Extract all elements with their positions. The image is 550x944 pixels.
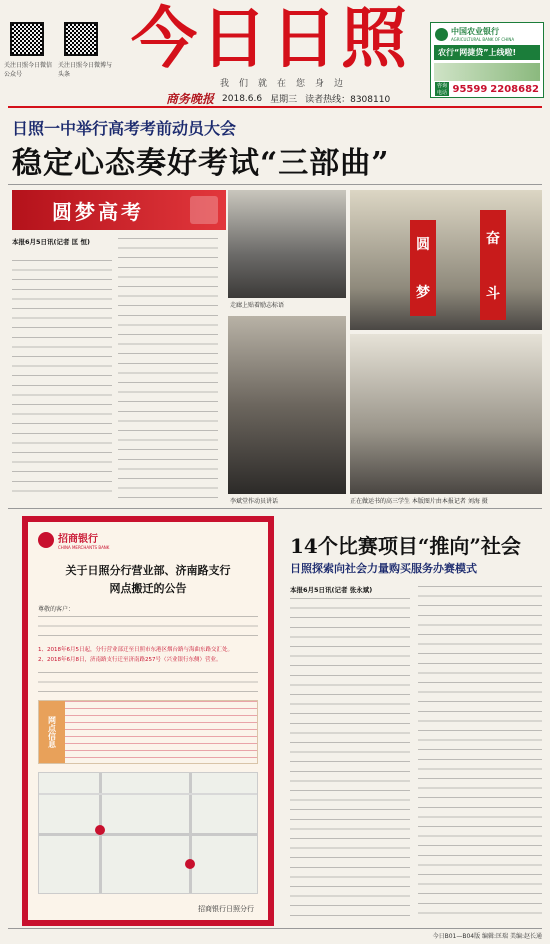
issue-weekday: 星期三 xyxy=(270,95,298,105)
banner-char-3: 奋 xyxy=(486,230,500,247)
lead-byline: 本报6月5日讯(记者 匡 恒) xyxy=(12,238,91,246)
red-banner-2 xyxy=(480,210,506,320)
branch-info-rows xyxy=(65,701,257,763)
abc-bank-name-en: AGRICULTURAL BANK OF CHINA xyxy=(451,37,515,42)
notice-footer: 招商银行日照分行 xyxy=(198,905,254,913)
photo-caption-hallway: 走廊上贴着励志标语 xyxy=(230,302,285,309)
notice-body-text xyxy=(38,616,258,642)
map-marker-icon xyxy=(185,859,195,869)
masthead-tagline: 我们就在您身边 xyxy=(220,79,354,89)
abc-ad-image xyxy=(434,63,540,81)
reader-hotline: 读者热线：8308110 xyxy=(305,95,391,105)
section-divider xyxy=(8,184,542,185)
abc-bank-ad xyxy=(430,22,544,98)
hallway-photo xyxy=(228,190,346,298)
lead-banner xyxy=(12,190,226,230)
masthead-title: 今日日照 xyxy=(131,0,411,77)
page-footer: 今日B01—B04版 编辑:匡瑞 美编:赵长通 xyxy=(432,933,542,940)
abc-slogan: 农行“网捷贷”上线啦! xyxy=(434,45,540,60)
abc-phone-2: 2208682 xyxy=(490,83,539,95)
notice-closing-text xyxy=(38,672,258,692)
branch-info-label: 网点信息 xyxy=(39,701,65,763)
graduation-cap-icon xyxy=(190,196,218,224)
speaker-photo xyxy=(228,316,346,494)
cmb-bank-name-en: CHINA MERCHANTS BANK xyxy=(58,545,110,550)
abc-phone-1: 95599 xyxy=(452,83,488,95)
notice-greeting: 尊敬的客户： xyxy=(38,606,75,613)
sports-byline: 本报6月5日讯(记者 张永斌) xyxy=(290,586,373,594)
banner-char-4: 斗 xyxy=(486,285,500,302)
notice-item-1: 1、2018年6月5日起，分行营业部迁至日照市东港区烟台路与海曲东路交汇处。 xyxy=(38,647,233,653)
banner-char-2: 梦 xyxy=(416,285,430,301)
sports-subhead: 日照探索向社会力量购买服务办赛模式 xyxy=(290,562,477,575)
classroom-banner-photo xyxy=(350,190,542,330)
abc-phone-label: 咨询电话 xyxy=(435,82,449,96)
footer-rule xyxy=(8,928,542,929)
map-marker-icon xyxy=(95,825,105,835)
lead-text-col-1 xyxy=(12,260,112,500)
sports-text-col-1 xyxy=(290,598,410,920)
cmb-bank-name: 招商银行 xyxy=(58,534,98,545)
lead-headline: 稳定心态奏好考试“三部曲” xyxy=(12,146,390,181)
qr-code-weibo xyxy=(64,22,98,56)
abc-logo-icon xyxy=(435,28,448,41)
qr-caption-wechat: 关注日照今日微信公众号 xyxy=(4,62,53,78)
cmb-notice-ad xyxy=(22,516,274,926)
sports-text-col-2 xyxy=(418,586,542,920)
dateline xyxy=(166,90,390,107)
qr-caption-weibo: 关注日照今日微博与头条 xyxy=(58,62,113,78)
branch-info-table xyxy=(38,700,258,764)
abc-bank-name: 中国农业银行 xyxy=(451,27,499,36)
sports-headline: 14个比赛项目“推向”社会 xyxy=(290,534,521,558)
notice-title-1: 关于日照分行营业部、济南路支行 xyxy=(65,564,231,577)
brand-name: 商务晚报 xyxy=(166,92,215,106)
photo-caption-students: 正在做运书的高三学生 本版图片由本报记者 刘海 摄 xyxy=(350,498,488,505)
branch-map xyxy=(38,772,258,894)
lead-text-col-2 xyxy=(118,238,218,500)
cmb-logo-icon xyxy=(38,532,54,548)
qr-code-wechat xyxy=(10,22,44,56)
section-divider-2 xyxy=(8,508,542,509)
students-photo xyxy=(350,334,542,494)
red-banner-1 xyxy=(410,220,436,316)
photo-caption-speaker: 李斌堂作动员讲话 xyxy=(230,498,279,505)
notice-title-2: 网点搬迁的公告 xyxy=(109,582,187,595)
lead-kicker: 日照一中举行高考考前动员大会 xyxy=(12,119,237,138)
issue-date: 2018.6.6 xyxy=(222,93,263,104)
notice-item-2: 2、2018年6月8日，济南路支行迁至济南路257号（兴业银行东侧）营业。 xyxy=(38,657,222,663)
lead-banner-text: 圆梦高考 xyxy=(52,200,144,224)
banner-char-1: 圆 xyxy=(416,237,430,253)
masthead-rule xyxy=(8,106,542,108)
